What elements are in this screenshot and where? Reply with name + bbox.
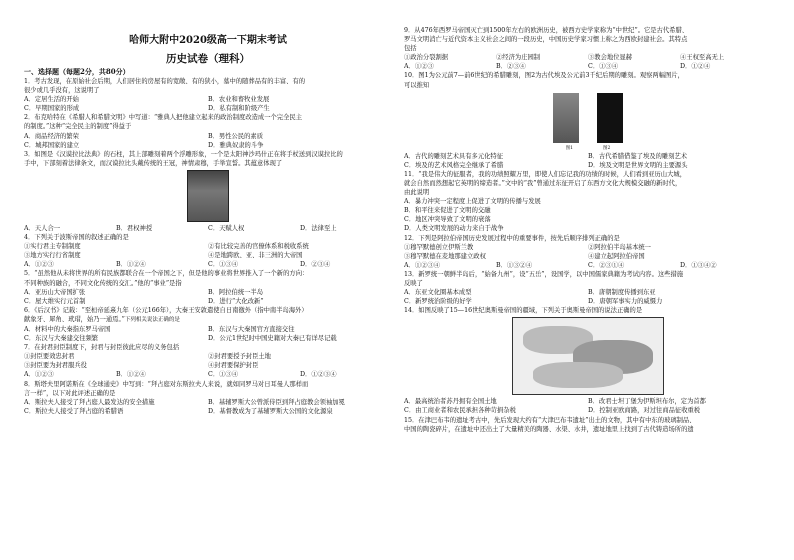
option-a: A．①②③ bbox=[404, 63, 434, 71]
option-d: D．人类文明发展的动力来自于战争 bbox=[404, 225, 504, 233]
option-a: A．天人合一 bbox=[24, 224, 61, 232]
ottoman-empire-map bbox=[512, 317, 664, 395]
left-column bbox=[24, 0, 392, 560]
figure-1-caption: 图1 bbox=[565, 145, 573, 151]
option-d: D．进行“大化改新” bbox=[208, 297, 264, 305]
option-d: D．公元1世纪时中国史籍对大秦已有详尽记载 bbox=[208, 335, 337, 343]
option-b: B．①③②④ bbox=[496, 261, 533, 269]
option-b: B．唐朝制度传播到东亚 bbox=[588, 289, 656, 297]
question-4: 4．下列关于波斯帝国的叙述正确的是 ①实行君主专制制度 ②有比较完善的官僚体系和税收系统 ③地方实行行省制度 ④是地跨欧、亚、非三洲的大帝国 A．①②③ B．①②④ C．①③④ D．②③④ bbox=[24, 233, 392, 269]
option-d: D．法律至上 bbox=[300, 224, 337, 232]
option-b: B．男性公民的素质 bbox=[208, 132, 264, 140]
option-b: B．君权神授 bbox=[116, 224, 153, 232]
question-7: 7．在封君封臣制度下，封君与封臣彼此应尽的义务包括 ①封臣要效忠封君 ②封君要授予封臣土地 ③封臣要为封君服兵役 ④封君要保护封臣 A．①②③ B．①②④ C．①③④ D．①②③④ bbox=[24, 343, 392, 379]
option-c: C．①③④ bbox=[208, 261, 239, 269]
option-c: C．早期国家的形成 bbox=[24, 105, 80, 113]
option-b: B．基辅罗斯大公曾派侍臣到拜占庭教会领袖加冕 bbox=[208, 398, 345, 406]
option-a: A．亚历山大帝国扩张 bbox=[24, 288, 86, 296]
question-2: 2．布克哈特在《希腊人和希腊文明》中写道：“雅典人把他建立起来的政治制度改造成一个完全民主 的制度。”这种“完全民主的制度”得益于 A．商品经济的繁荣 B．男性公民的素质 C．城邦国家的建立 D．雅典奴隶的斗争 bbox=[24, 113, 392, 149]
question-9: 9．从476年西罗马帝国灭亡到1500年左右的欧洲历史，被西方史学家称为“中世纪”。它是古代希腊、 罗马文明消亡与近代资本主义社会之间的一段历史，中国历史学家习惯上称之为西欧封建社会。其特点 包括 ①政治分裂割据 ②经济为庄园制 ③教会地位显赫 ④王权至高无上 A．①②③ B．②③④ C．①③④ D．①②④ bbox=[404, 26, 772, 71]
option-d: D．①②④ bbox=[680, 63, 711, 71]
option-b: B．和平往来促进了文明的交融 bbox=[404, 207, 491, 215]
option-d: D．埃及文明是世界文明的主要源头 bbox=[588, 161, 688, 169]
question-11: 11．“我是伟大的征服者，我的功绩照耀万里，即使人们忘记我的功绩的时候，人们看到亚历山大城， 就会自然而然想起它英明的缔造者。”文中的“我”曾通过东征开启了东西方文化大规模交融的新时代， 由此说明 A．暴力冲突一定程度上促进了文明的传播与发展 B．和平往来促进了文明的交融 C．地区冲突导致了文明的衰落 D．人类文明发展的动力来自于战争 bbox=[404, 170, 772, 234]
option-a: A．商品经济的繁荣 bbox=[24, 132, 79, 140]
option-b: B．①②④ bbox=[116, 261, 146, 269]
greek-statue-image bbox=[553, 93, 579, 143]
option-b: B．改君士坦丁堡为伊斯坦布尔，定为首都 bbox=[588, 398, 706, 406]
question-12: 12．下列是阿拉伯帝国历史发展过程中的重要事件，按先后顺序排列正确的是 ①穆罕默德创立伊斯兰教 ②阿拉伯半岛基本统一 ③穆罕默德在麦地那建立政权 ④建立起阿拉伯帝国 A．①②③④ B．①③②④ C．②③①④ D．①③④② bbox=[404, 234, 772, 270]
option-a: A．①②③ bbox=[24, 261, 54, 269]
question-8: 8．斯塔夫里阿诺斯在《全球通史》中写到：“拜占庭对东斯拉夫人来说，就如同罗马对日耳曼人那样而 言一样”，以下对此评述正确的是 A．斯拉夫人接受了拜占庭人最发达的安全措施 B．基辅罗斯大公曾派侍臣到拜占庭教会领袖加冕 C．斯拉夫人接受了拜占庭的希腊语 D．基督教成为了基辅罗斯大公国的文化源泉 bbox=[24, 380, 392, 416]
option-b: B．阿拉伯统一半岛 bbox=[208, 288, 264, 296]
option-c: C．城邦国家的建立 bbox=[24, 141, 80, 149]
option-b: B．农业和畜牧业发展 bbox=[208, 96, 270, 104]
option-c: C．东汉与大秦建交往频繁 bbox=[24, 335, 99, 343]
option-c: C．①③④ bbox=[588, 63, 619, 71]
right-column bbox=[404, 26, 772, 560]
option-c: C．屋大维实行元首制 bbox=[24, 297, 86, 305]
option-c: C．新罗统治阶级的好学 bbox=[404, 298, 472, 306]
option-a: A．①②③ bbox=[24, 371, 54, 379]
option-b: B．东汉与大秦国官方直接交往 bbox=[208, 325, 295, 333]
option-c: C．地区冲突导致了文明的衰落 bbox=[404, 216, 491, 224]
figure-2-caption: 图2 bbox=[603, 145, 611, 151]
question-10: 10．图1为公元前7—前6世纪的希腊雕刻，图2为古代埃及公元前3千纪后期的雕刻。观察两幅图片， 可以推知 图1 图2 A．古代的雕刻艺术具有多元化特征 B．古代希腊借鉴了埃及的雕刻艺术 C．埃及的艺术风格完全继承了希腊 D．埃及文明是世界文明的主要源头 bbox=[404, 71, 772, 169]
egyptian-statue-image bbox=[597, 93, 623, 143]
question-1: 1．考古发现，在原始社会后期，人们居住的房屋有的宽敞、有的狭小，墓中的随葬品有的丰富、有的 很少或几乎没有，这说明了 A．定居生活的开始 B．农业和畜牧业发展 C．早期国家的形成 D．私有制和阶级产生 bbox=[24, 77, 392, 113]
question-13: 13．新罗统一朝鲜半岛后，“始备九州”，设“五岳”，设国学，以中国儒家典籍为考试内容。这些措施 反映了 A．东亚文化圈基本成型 B．唐朝制度传播到东亚 C．新罗统治阶级的好学 D．唐朝军事实力的威慑力 bbox=[404, 270, 772, 306]
question-3: 3．如图是《汉谟拉比法典》的石柱，其上部雕刻着两个浮雕形象，一个是太阳神沙玛什正在将手杖送到汉谟拉比的 手中，下部刻着法律条文，而汉谟拉比头戴传统的王冠，神情肃穆，手举宣誓。其蕴意体现了 A．天人合一 B．君权神授 C．天赋人权 D．法律至上 bbox=[24, 150, 392, 233]
question-14: 14．如图反映了15—16世纪奥斯曼帝国的疆域，下列关于奥斯曼帝国的说法正确的是 A．最高统治者苏丹拥有全国土地 B．改君士坦丁堡为伊斯坦布尔，定为首都 C．由工商业者和农民承担各种苛捐杂税 D．控制亚欧商路，对过往商品征收重税 bbox=[404, 306, 772, 415]
option-a: A．暴力冲突一定程度上促进了文明的传播与发展 bbox=[404, 198, 541, 206]
option-b: B．②③④ bbox=[496, 63, 526, 71]
option-d: D．①③④② bbox=[680, 261, 717, 269]
question-6: 6．《后汉书》记载：“至桓帝延熹九年（公元166年），大秦王安敦遣使自日南徼外（指中南半岛海外） 献象牙、犀角、玳瑁，始乃一通焉。”下列相关说法正确的是 A．材料中的大秦指东罗马帝国 B．东汉与大秦国官方直接交往 C．东汉与大秦建交往频繁 D．公元1世纪时中国史籍对大秦已有详尽记载 bbox=[24, 306, 392, 343]
option-a: A．古代的雕刻艺术具有多元化特征 bbox=[404, 152, 504, 160]
option-d: D．基督教成为了基辅罗斯大公国的文化源泉 bbox=[208, 407, 333, 415]
option-c: C．斯拉夫人接受了拜占庭的希腊语 bbox=[24, 407, 124, 415]
option-d: D．私有制和阶级产生 bbox=[208, 105, 270, 113]
option-c: C．由工商业者和农民承担各种苛捐杂税 bbox=[404, 407, 516, 415]
option-b: B．古代希腊借鉴了埃及的雕刻艺术 bbox=[588, 152, 688, 160]
option-b: B．①②④ bbox=[116, 371, 146, 379]
question-5: 5．“虽然他从未将世界的所有民族都联合在一个帝国之下，但是他的事业将世界推入了一个新的方向： 不同种族的融合，不同文化传统的交汇。”他的“事业”是指 A．亚历山大帝国扩张 B．阿拉伯统一半岛 C．屋大维实行元首制 D．进行“大化改新” bbox=[24, 269, 392, 305]
option-a: A．材料中的大秦指东罗马帝国 bbox=[24, 325, 111, 333]
option-a: A．定居生活的开始 bbox=[24, 96, 79, 104]
option-a: A．斯拉夫人接受了拜占庭人最发达的安全措施 bbox=[24, 398, 155, 406]
exam-title: 哈师大附中2020级高一下期末考试 bbox=[129, 35, 287, 46]
option-c: C．①③④ bbox=[208, 371, 239, 379]
hammurabi-stele-image bbox=[187, 170, 229, 222]
option-c: C．埃及的艺术风格完全继承了希腊 bbox=[404, 161, 504, 169]
option-d: D．①②③④ bbox=[300, 371, 337, 379]
option-d: D．控制亚欧商路，对过往商品征收重税 bbox=[588, 407, 701, 415]
exam-subtitle: 历史试卷（理科） bbox=[166, 53, 250, 65]
option-a: A．最高统治者苏丹拥有全国土地 bbox=[404, 398, 497, 406]
option-a: A．①②③④ bbox=[404, 261, 441, 269]
question-15: 15．在津巴布韦的遗址考古中，先后发现大约有“大津巴布韦遗址”出土的文物，其中有中东的玻璃制品、 中国的陶瓷碎片，在遗址中还出土了大量精美的陶器、水渠、水井，遗址地里上找到了古代铸造场所的遗 bbox=[404, 416, 696, 433]
option-a: A．东亚文化圈基本成型 bbox=[404, 289, 472, 297]
option-c: C．天赋人权 bbox=[208, 224, 245, 232]
option-c: C．②③①④ bbox=[588, 261, 625, 269]
section-heading: 一、选择题（每题2分，共80分） bbox=[24, 67, 130, 76]
option-d: D．②③④ bbox=[300, 261, 331, 269]
option-d: D．雅典奴隶的斗争 bbox=[208, 141, 264, 149]
option-d: D．唐朝军事实力的威慑力 bbox=[588, 298, 663, 306]
